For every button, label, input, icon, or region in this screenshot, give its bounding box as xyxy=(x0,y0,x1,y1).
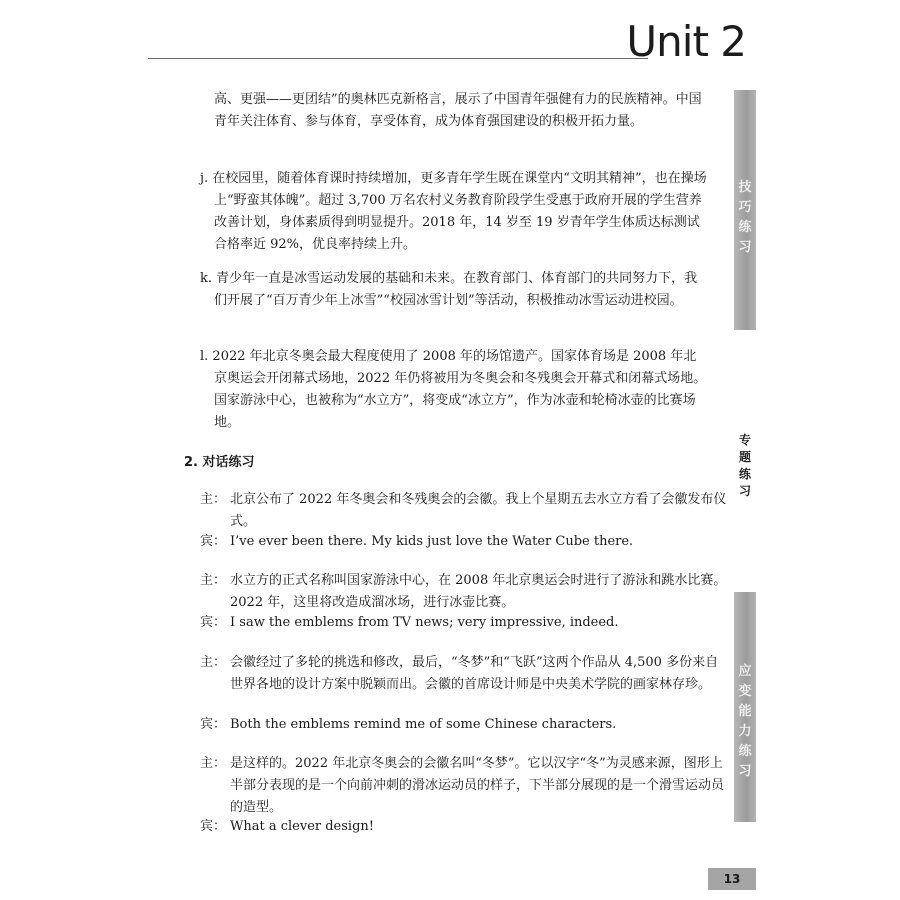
tab-char: 技 xyxy=(738,180,752,195)
paragraph-k: k. 青少年一直是冰雪运动发展的基础和未来。在教育部门、体育部门的共同努力下，我们开展了“百万青少年上冰雪”“校园冰雪计划”等活动，积极推动冰雪运动进校园。 xyxy=(200,271,698,308)
dialogue-line xyxy=(200,714,730,736)
header-rule xyxy=(148,58,648,59)
dialogue-line xyxy=(200,612,730,634)
speaker-label: 宾： xyxy=(200,717,227,732)
paragraph-i-continued: 高、更强——更团结”的奥林匹克新格言，展示了中国青年强健有力的民族精神。中国青年关注体育、参与体育，享受体育，成为体育强国建设的积极开拓力量。 xyxy=(214,92,702,129)
dialogue-line xyxy=(200,753,730,819)
dialogue-text: I’ve ever been there. My kids just love the Water Cube there. xyxy=(230,534,634,549)
tab-char: 练 xyxy=(738,467,751,481)
page-number: 13 xyxy=(708,868,756,890)
speaker-label: 主： xyxy=(200,756,227,771)
dialogue-text: 水立方的正式名称叫国家游泳中心，在 2008 年北京奥运会时进行了游泳和跳水比赛。2022 年，这里将改造成溜冰场，进行冰壶比赛。 xyxy=(230,573,727,610)
tab-char: 巧 xyxy=(738,200,752,215)
dialogue-line xyxy=(200,570,730,614)
tab-char: 题 xyxy=(738,450,751,464)
tab-char: 练 xyxy=(738,744,752,759)
speaker-label: 主： xyxy=(200,655,227,670)
section-title: 2. 对话练习 xyxy=(184,455,255,470)
dialogue-text: I saw the emblems from TV news; very impressive, indeed. xyxy=(230,615,619,630)
speaker-label: 宾： xyxy=(200,819,227,834)
dialogue-line xyxy=(200,816,730,838)
speaker-label: 主： xyxy=(200,573,227,588)
tab-char: 能 xyxy=(738,704,752,719)
side-tab-skills xyxy=(734,90,756,330)
paragraph-j: j. 在校园里，随着体育课时持续增加，更多青年学生既在课堂内“文明其精神”，也在操场上“野蛮其体魄”。超过 3,700 万名农村义务教育阶段学生受惠于政府开展的学生营养改善计划，身体素质得到明显提升。2018 年，14 岁至 19 岁青年学生体质达标测试合格率近 92%，优良率持续上升。 xyxy=(200,171,707,252)
tab-char: 应 xyxy=(738,664,752,679)
tab-char: 力 xyxy=(738,724,752,739)
tab-char: 专 xyxy=(738,433,751,447)
speaker-label: 主： xyxy=(200,492,227,507)
tab-char: 变 xyxy=(738,684,752,699)
dialogue-text: 是这样的。2022 年北京冬奥会的会徽名叫“冬梦”。它以汉字“冬”为灵感来源，图形上半部分表现的是一个向前冲刺的滑冰运动员的样子，下半部分展现的是一个滑雪运动员的造型。 xyxy=(230,756,725,815)
side-tab-topic xyxy=(734,432,756,500)
tab-char: 习 xyxy=(738,764,752,779)
dialogue-text: What a clever design! xyxy=(230,819,375,834)
dialogue-line xyxy=(200,652,730,696)
dialogue-text: 会徽经过了多轮的挑选和修改，最后，“冬梦”和“飞跃”这两个作品从 4,500 多份来自世界各地的设计方案中脱颖而出。会徽的首席设计师是中央美术学院的画家林存珍。 xyxy=(230,655,719,692)
paragraph-l: l. 2022 年北京冬奥会最大程度使用了 2008 年的场馆遗产。国家体育场是 2008 年北京奥运会开闭幕式场地，2022 年仍将被用为冬奥会和冬残奥会开幕式和闭幕式场地。国家游泳中心，也被称为“水立方”，将变成“冰立方”，作为冰壶和轮椅冰壶的比赛场地。 xyxy=(200,349,707,430)
unit-title: Unit 2 xyxy=(626,17,746,66)
tab-char: 习 xyxy=(738,484,751,498)
dialogue-line xyxy=(200,489,730,533)
dialogue-line xyxy=(200,531,730,553)
tab-char: 练 xyxy=(738,220,752,235)
tab-char: 习 xyxy=(738,240,752,255)
speaker-label: 宾： xyxy=(200,534,227,549)
dialogue-text: 北京公布了 2022 年冬奥会和冬残奥会的会徽。我上个星期五去水立方看了会徽发布仪式。 xyxy=(230,492,727,529)
side-tab-adaptive xyxy=(734,592,756,822)
dialogue-text: Both the emblems remind me of some Chinese characters. xyxy=(230,717,617,732)
speaker-label: 宾： xyxy=(200,615,227,630)
